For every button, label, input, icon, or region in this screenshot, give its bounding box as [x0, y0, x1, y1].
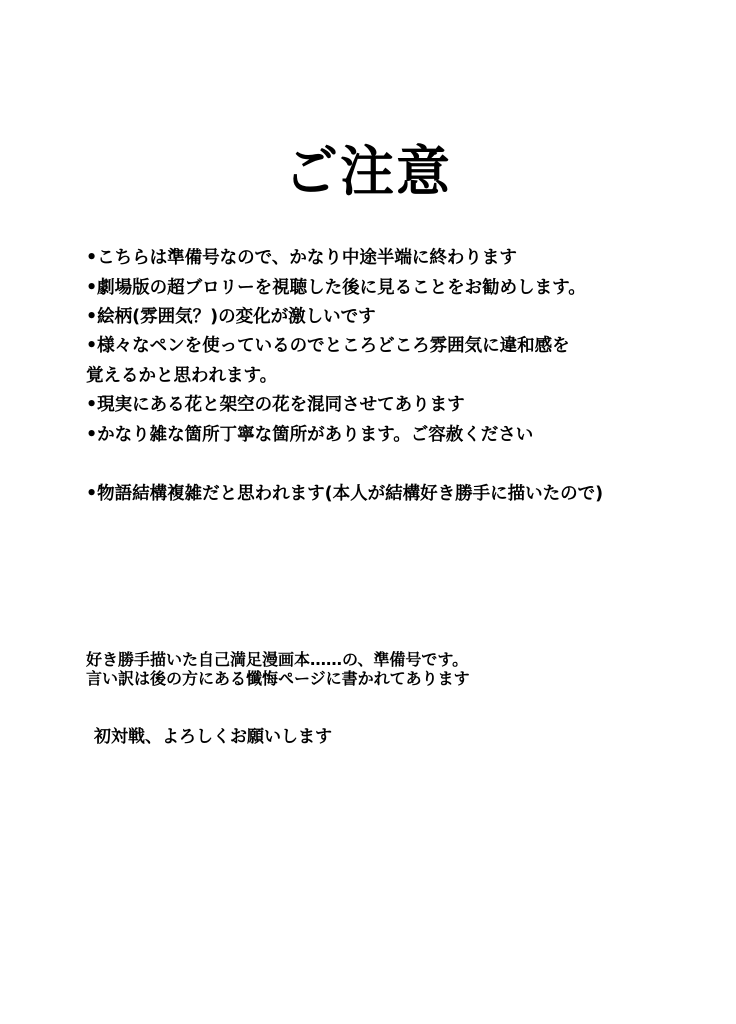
note-line: •物語結構複雑だと思われます(本人が結構好き勝手に描いたので) [86, 484, 604, 504]
note-line: •かなり雑な箇所丁寧な箇所があります。ご容赦ください [86, 425, 534, 445]
note-line: •こちらは準備号なので、かなり中途半端に終わります [86, 248, 517, 268]
page-title: ご注意 [284, 140, 452, 203]
greeting-text: 初対戦、よろしくお願いします [94, 727, 332, 747]
note-line: •現実にある花と架空の花を混同させてあります [86, 395, 465, 415]
afterword-line: 言い訳は後の方にある懺悔ページに書かれてあります [86, 669, 470, 688]
note-line: 覚えるかと思われます。 [86, 366, 278, 386]
note-line: •様々なペンを使っているのでところどころ雰囲気に違和感を [86, 336, 570, 356]
note-line: •絵柄(雰囲気？)の変化が激しいです [86, 307, 376, 327]
note-line: •劇場版の超ブロリーを視聴した後に見ることをお勧めします。 [86, 278, 586, 298]
afterword-line: 好き勝手描いた自己満足漫画本……の、準備号です。 [86, 650, 469, 669]
